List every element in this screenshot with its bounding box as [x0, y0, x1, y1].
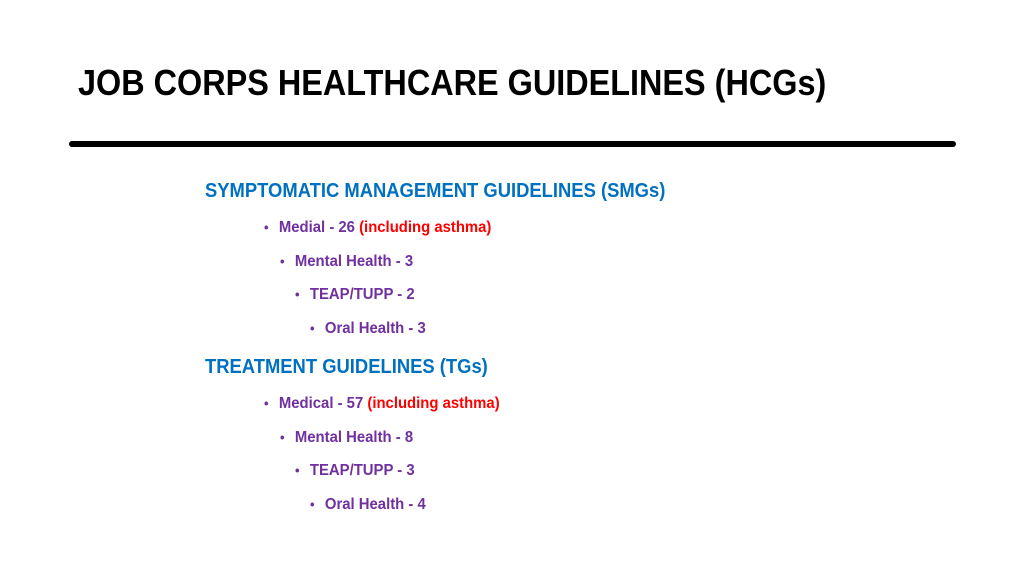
item-label: Medical - 57	[278, 395, 364, 412]
list-item-smg-medial	[264, 219, 491, 237]
bullet-icon: •	[264, 395, 269, 411]
item-note: (including asthma)	[359, 219, 492, 236]
bullet-icon: •	[295, 286, 300, 302]
list-item-tg-medical	[264, 395, 500, 413]
bullet-icon: •	[280, 253, 285, 269]
list-item-smg-mental-health	[280, 253, 413, 271]
item-label: Mental Health - 3	[294, 253, 414, 270]
bullet-icon: •	[295, 462, 300, 478]
item-label: TEAP/TUPP - 3	[309, 462, 415, 479]
bullet-icon: •	[310, 496, 315, 512]
bullet-icon: •	[310, 320, 315, 336]
list-item-smg-oral-health	[310, 320, 426, 338]
list-item-tg-teap-tupp	[295, 462, 415, 480]
section-heading-smgs: SYMPTOMATIC MANAGEMENT GUIDELINES (SMGs)	[205, 180, 666, 202]
list-item-tg-mental-health	[280, 429, 413, 447]
item-note: (including asthma)	[367, 395, 500, 412]
list-item-tg-oral-health	[310, 496, 426, 514]
item-label: Oral Health - 3	[324, 320, 426, 337]
section-heading-tgs: TREATMENT GUIDELINES (TGs)	[205, 356, 488, 378]
slide-title: JOB CORPS HEALTHCARE GUIDELINES (HCGs)	[78, 62, 827, 103]
title-divider	[69, 141, 956, 147]
item-label: Mental Health - 8	[294, 429, 414, 446]
item-label: Oral Health - 4	[324, 496, 426, 513]
list-item-smg-teap-tupp	[295, 286, 415, 304]
item-label: Medial - 26	[278, 219, 355, 236]
item-label: TEAP/TUPP - 2	[309, 286, 415, 303]
bullet-icon: •	[280, 429, 285, 445]
bullet-icon: •	[264, 219, 269, 235]
